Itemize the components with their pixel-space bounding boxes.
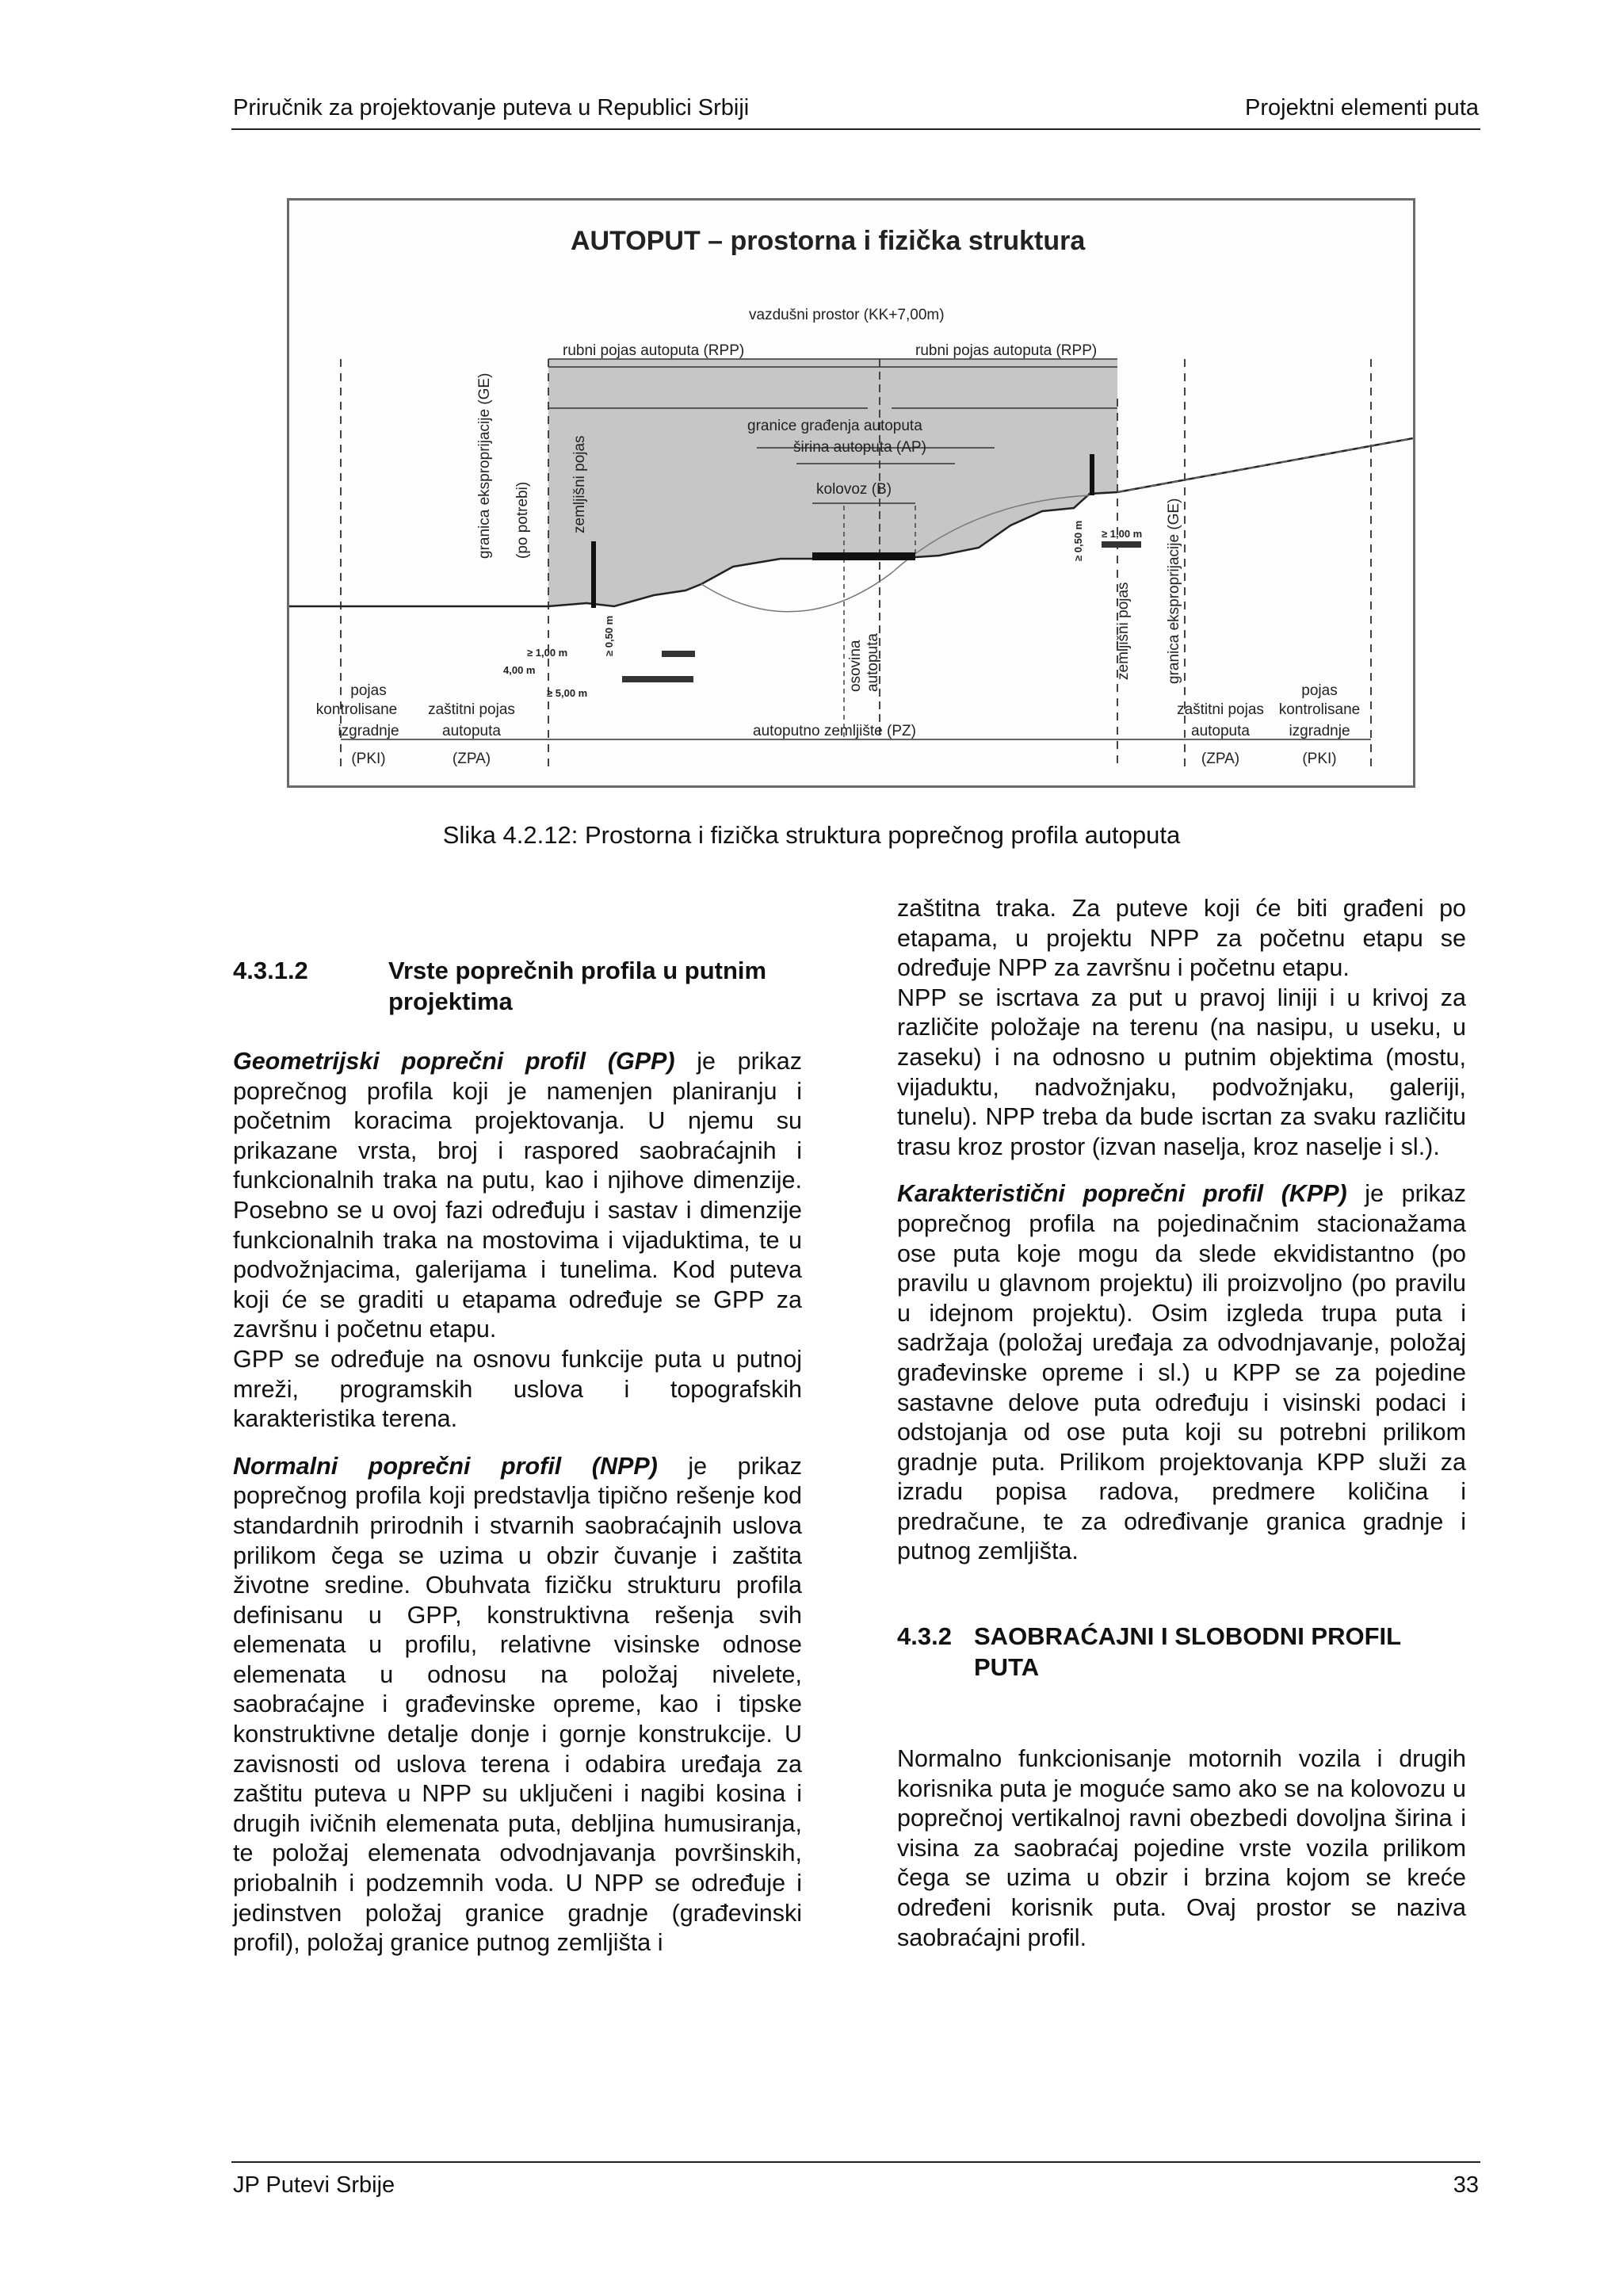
- paragraph-npp-drawing: NPP se iscrtava za put u pravoj liniji i u krivoj za različite položaje na terenu (na nasipu, u useku, u zaseku) i na odnosno u putnim objektima (mostu, vijaduktu, nadvožnjaku, podvožnjaku, galeriji, tunelu). NPP treba da bude iscrtan za svaku različitu trasu kroz prostor (izvan naselja, kroz naselje i sl.).: [897, 984, 1466, 1160]
- label-pki-left-3: izgradnje: [338, 723, 399, 739]
- paragraph-gpp-2: GPP se određuje na osnovu funkcije puta u putnoj mreži, programskih uslova i topografskih karakteristika terena.: [233, 1345, 802, 1433]
- term-kpp: Karakteristični poprečni profil (KPP): [897, 1180, 1347, 1208]
- label-rpp-right: rubni pojas autoputa (RPP): [915, 342, 1098, 359]
- heading-text: Vrste poprečnih profila u putnim projektima: [388, 957, 767, 1015]
- label-ge-left: granica eksproprijacije (GE): [476, 372, 493, 559]
- label-zpa-left-3: (ZPA): [452, 751, 491, 767]
- label-pki-left-4: (PKI): [351, 751, 386, 767]
- heading-number: 4.3.2: [897, 1622, 952, 1651]
- paragraph-saobracajni-profil: Normalno funkcionisanje motornih vozila i drugih korisnika puta je moguće samo ako se na kolovozu u poprečnoj vertikalnoj ravni obezbedi dovoljna širina i visina za saobraćaj pojedine vrste vozila prilikom čega se uzima u obzir i brzina kojom se kreće određeni korisnik puta. Ovaj prostor se naziva saobraćajni profil.: [897, 1745, 1466, 1951]
- paragraph-npp-continued: zaštitna traka. Za puteve koji će biti građeni po etapama, u projektu NPP za početnu etapu se određuje NPP za završnu i početnu etapu.: [897, 895, 1466, 982]
- label-air-space: vazdušni prostor (KK+7,00m): [749, 307, 945, 323]
- section-heading-4-3-2: [897, 1621, 1466, 1683]
- heading-number: 4.3.1.2: [233, 957, 308, 984]
- figure-title: AUTOPUT – prostorna i fizička struktura: [571, 226, 1086, 256]
- term-npp: Normalni poprečni profil (NPP): [233, 1452, 658, 1480]
- label-zpa-right-2: autoputa: [1191, 723, 1250, 739]
- cross-section-figure: [287, 198, 1415, 788]
- label-dim-2: ≥ 0,50 m: [603, 615, 615, 656]
- label-zp-left: zemljišni pojas: [571, 435, 588, 533]
- section-heading-4-3-1-2: [233, 955, 802, 1017]
- kpp-text: je prikaz poprečnog profila na pojedinačnim stacionažama ose puta koje mogu da slede ekvidistantno (po pravilu u glavnom projektu) ili proizvoljno (po pravilu u idejnom projektu). Osim izgleda trupa puta i sadržaja (položaj uređaja za odvodnjavanje, položaj građevinske opreme i sl.) u KPP se za pojedine sastavne delove puta određuju i visinski podaci i odstojanja od ose puta koji su potrebni prilikom gradnje puta. Prilikom projektovanja KPP služi za izradu popisa radova, predmere količina i predračune, te za određivanje granica gradnje i putnog zemljišta.: [897, 1180, 1466, 1565]
- page-footer: [231, 2161, 1480, 2199]
- label-pki-left-1: pojas: [350, 682, 387, 699]
- label-dim-3: 4,00 m: [503, 664, 536, 676]
- gpp-text: je prikaz poprečnog profila koji je namenjen planiranju i početnim koracima projektovanja. U njemu su prikazane vrsta, broj i raspored saobraćajnih i funkcionalnih traka na putu, kao i njihove dimenzije. Posebno se u ovoj fazi određuju i sastav i dimenzije funkcionalnih traka na mostovima i vijaduktima, te u podvožnjacima, galerijama i tunelima. Kod puteva koji će se graditi u etapama određuje se GPP za završnu i početnu etapu.: [233, 1048, 802, 1343]
- npp-text: je prikaz poprečnog profila koji predstavlja tipično rešenje kod standardnih prirodnih i stvarnih saobraćajnih uslova prilikom čega se uzima u obzir čuvanje i zaštita životne sredine. Obuhvata fizičku strukturu profila definisanu u GPP, konstruktivna rešenja svih elemenata u profilu, relativne visinske odnose elemenata u odnosu na položaj nivelete, saobraćajne i građevinske opreme, kao i tipske konstruktivne detalje donje i gornje konstrukcije. U zavisnosti od uslova terena i odabira uređaja za zaštitu puteva u NPP su uključeni i nagibi kosina i drugih ivičnih elemenata puta, debljina humusiranja, te položaj elemenata odvodnjavanja površinskih, priobalnih i podzemnih voda. U NPP se određuje i jedinstven položaj granice gradnje (građevinski profil), položaj granice putnog zemljišta i: [233, 1452, 803, 1957]
- header-section: Projektni elementi puta: [1245, 95, 1479, 120]
- page-number: 33: [1453, 2172, 1479, 2198]
- paragraph-kpp: [897, 1179, 1466, 1567]
- term-gpp: Geometrijski poprečni profil (GPP): [233, 1048, 675, 1075]
- right-column: [897, 894, 1466, 1953]
- heading-text: SAOBRAĆAJNI I SLOBODNI PROFIL PUTA: [974, 1622, 1401, 1682]
- figure-caption: Slika 4.2.12: Prostorna i fizička struktura poprečnog profila autoputa: [442, 821, 1181, 849]
- paragraph-gpp: [233, 1047, 802, 1345]
- label-pki-right-4: (PKI): [1302, 751, 1337, 767]
- label-pki-right-1: pojas: [1301, 682, 1338, 699]
- footer-publisher: JP Putevi Srbije: [233, 2172, 395, 2198]
- label-pki-right-2: kontrolisane: [1278, 701, 1361, 718]
- paragraph-npp: [233, 1452, 802, 1958]
- label-ge-right: granica eksproprijacije (GE): [1166, 498, 1182, 684]
- label-construction-limit: granice građenja autoputa: [747, 418, 922, 434]
- label-ap: širina autoputa (AP): [793, 439, 926, 456]
- left-column: [233, 955, 802, 1958]
- label-zpa-left-1: zaštitni pojas: [428, 701, 515, 718]
- label-dim-1: ≥ 1,00 m: [527, 647, 568, 659]
- label-rpp-left: rubni pojas autoputa (RPP): [563, 342, 745, 359]
- label-zpa-left-2: autoputa: [442, 723, 501, 739]
- label-dim-5: ≥ 0,50 m: [1072, 520, 1084, 561]
- label-dim-6: ≥ 1,00 m: [1102, 528, 1143, 540]
- page-header: [231, 92, 1480, 130]
- label-pz: autoputno zemljište (PZ): [753, 723, 916, 739]
- label-zp-right: zemljišni pojas: [1115, 582, 1132, 680]
- label-po-potrebi: (po potrebi): [514, 481, 531, 559]
- label-b: kolovoz (B): [816, 481, 892, 498]
- header-title: Priručnik za projektovanje puteva u Republici Srbiji: [233, 95, 750, 120]
- label-dim-4: ≥ 5,00 m: [547, 687, 588, 699]
- label-axis-2: autoputa: [865, 633, 881, 692]
- label-pki-left-2: kontrolisane: [315, 701, 398, 718]
- label-axis-1: osovina: [847, 640, 864, 692]
- label-zpa-right-3: (ZPA): [1201, 751, 1240, 767]
- cross-section-diagram: [289, 201, 1413, 785]
- label-pki-right-3: izgradnje: [1289, 723, 1350, 739]
- label-zpa-right-1: zaštitni pojas: [1177, 701, 1264, 718]
